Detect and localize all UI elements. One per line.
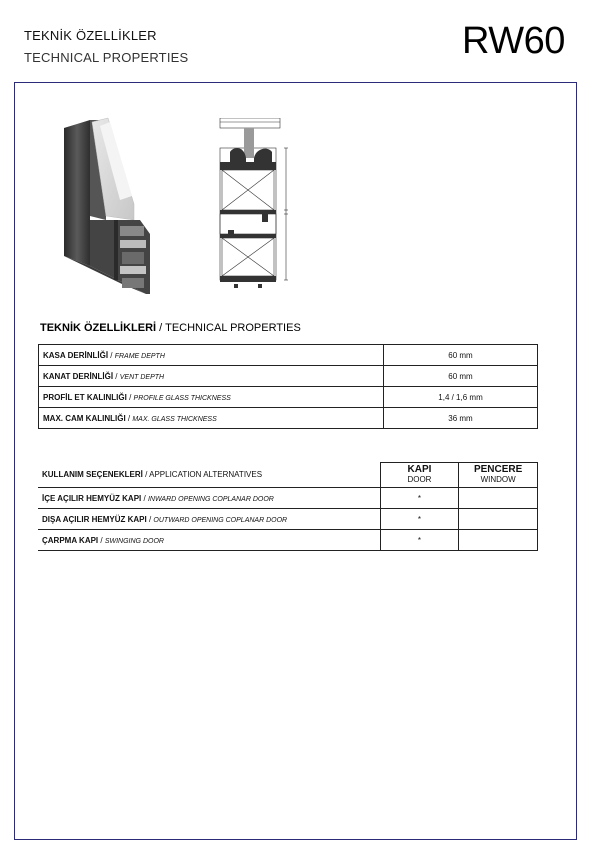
property-row bbox=[39, 408, 538, 429]
application-label: ÇARPMA KAPI / SWINGING DOOR bbox=[38, 530, 380, 551]
door-column-header: KAPI DOOR bbox=[380, 463, 459, 488]
apps-header-row bbox=[38, 463, 538, 488]
property-row bbox=[39, 345, 538, 366]
application-alternatives-table bbox=[38, 462, 538, 551]
property-row bbox=[39, 366, 538, 387]
property-row bbox=[39, 387, 538, 408]
window-column-header: PENCERE WINDOW bbox=[459, 463, 538, 488]
application-label: İÇE AÇILIR HEMYÜZ KAPI / INWARD OPENING COPLANAR DOOR bbox=[38, 488, 380, 509]
property-label: KANAT DERİNLİĞİ / VENT DEPTH bbox=[39, 366, 384, 387]
property-value: 1,4 / 1,6 mm bbox=[384, 387, 538, 408]
door-mark: * bbox=[380, 530, 459, 551]
property-value: 60 mm bbox=[384, 345, 538, 366]
property-value: 60 mm bbox=[384, 366, 538, 387]
property-label: PROFİL ET KALINLIĞI / PROFILE GLASS THICKNESS bbox=[39, 387, 384, 408]
door-mark: * bbox=[380, 509, 459, 530]
window-mark bbox=[459, 488, 538, 509]
technical-properties-table bbox=[38, 344, 538, 429]
technical-properties-title: TEKNİK ÖZELLİKLERİ / TECHNICAL PROPERTIES bbox=[40, 322, 301, 334]
property-label: MAX. CAM KALINLIĞI / MAX. GLASS THICKNESS bbox=[39, 408, 384, 429]
application-row bbox=[38, 509, 538, 530]
property-value: 36 mm bbox=[384, 408, 538, 429]
application-row bbox=[38, 488, 538, 509]
model-name: RW60 bbox=[462, 20, 565, 62]
application-alternatives-title: KULLANIM SEÇENEKLERİ / APPLICATION ALTERNATIVES bbox=[38, 463, 380, 488]
window-mark bbox=[459, 509, 538, 530]
application-row bbox=[38, 530, 538, 551]
property-label: KASA DERİNLİĞİ / FRAME DEPTH bbox=[39, 345, 384, 366]
header-title-tr: TEKNİK ÖZELLİKLER bbox=[24, 28, 157, 43]
profile-photo bbox=[50, 116, 160, 296]
window-mark bbox=[459, 530, 538, 551]
profile-section-drawing bbox=[214, 118, 298, 294]
door-mark: * bbox=[380, 488, 459, 509]
application-label: DIŞA AÇILIR HEMYÜZ KAPI / OUTWARD OPENING COPLANAR DOOR bbox=[38, 509, 380, 530]
header-title-en: TECHNICAL PROPERTIES bbox=[24, 50, 189, 65]
